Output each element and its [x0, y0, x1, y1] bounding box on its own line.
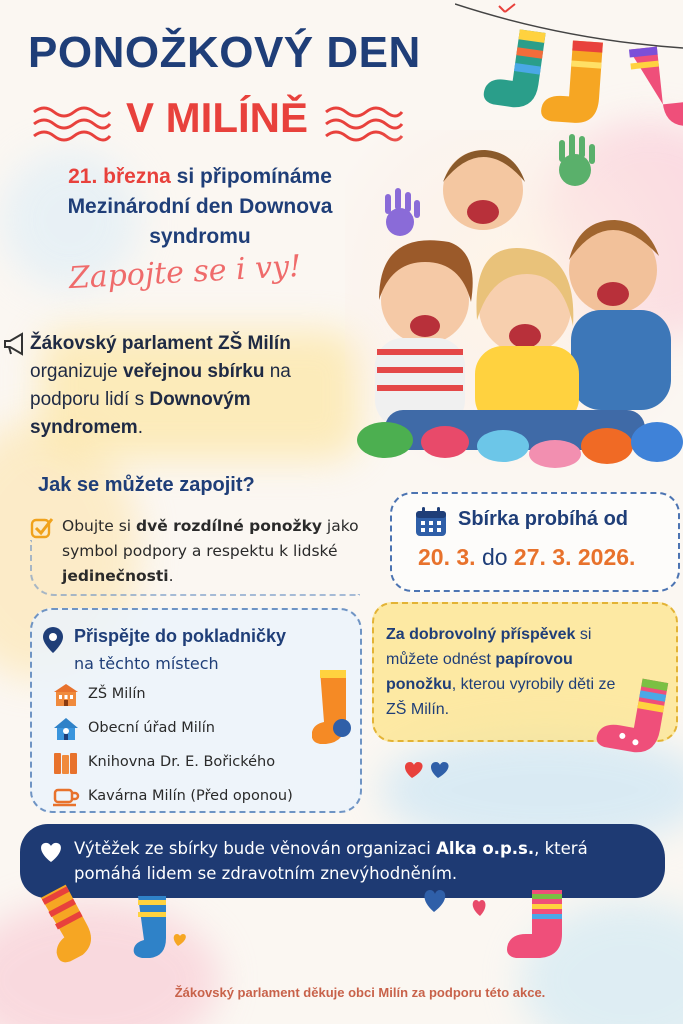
- subtitle-text-2: Mezinárodní den Downova syndromu: [67, 195, 333, 248]
- two-socks-highlight: dvě rozdílné ponožky: [136, 517, 322, 535]
- beneficiary-highlight: Downovým syndromem: [30, 389, 251, 438]
- collection-date-range: [418, 544, 678, 571]
- organizer-text: na podporu lidí s: [30, 361, 291, 410]
- how-text: jako symbol podpory a respektu k lidské: [62, 517, 359, 560]
- wave-decoration-left: [32, 106, 112, 142]
- coffee-cup-icon: [52, 784, 80, 808]
- organizer-paragraph: [30, 330, 350, 442]
- offer-text: si můžete odnést: [386, 626, 592, 668]
- subtitle-date: 21. března: [68, 165, 171, 188]
- collection-highlight: veřejnou sbírku: [122, 361, 265, 382]
- voluntary-highlight: Za dobrovolný příspěvek: [386, 626, 576, 643]
- hearts-decoration: [402, 758, 452, 782]
- orange-sock-illustration: [312, 670, 362, 750]
- organizer-text: .: [137, 417, 143, 438]
- collection-dates-heading: Sbírka probíhá od: [458, 508, 629, 530]
- donation-places-box: [30, 608, 362, 813]
- call-to-action: Zapojte se i vy!: [68, 248, 302, 297]
- place-item: Obecní úřad Milín: [88, 720, 215, 736]
- children-photo-illustration: [345, 130, 683, 470]
- location-pin-icon: [42, 626, 64, 654]
- paper-sock-highlight: papírovou ponožku: [386, 651, 573, 693]
- how-text: .: [168, 567, 174, 585]
- date-connector: do: [481, 544, 508, 570]
- banner-text: , která pomáhá lidem se zdravotním znevýhodněním.: [74, 839, 588, 883]
- footer-thanks: Žákovský parlament děkuje obci Milín za podporu této akce.: [174, 985, 546, 1000]
- donation-places-heading: Přispějte do pokladničky: [74, 626, 287, 646]
- bottom-right-socks-illustration: [420, 886, 580, 966]
- how-text: Obujte si: [62, 517, 137, 535]
- page-title-town: V MILÍNĚ: [125, 94, 308, 141]
- donation-places-subheading: na těchto místech: [74, 654, 219, 673]
- end-date: 27. 3. 2026.: [513, 544, 636, 570]
- town-hall-icon: [52, 716, 80, 742]
- start-date: 20. 3.: [418, 544, 476, 570]
- how-to-join-heading: Jak se můžete zapojit?: [38, 474, 255, 496]
- subtitle-text-1: si připomínáme: [176, 165, 332, 188]
- checkmark-icon: [30, 516, 54, 540]
- striped-sock-illustration: [596, 676, 676, 762]
- library-books-icon: [52, 750, 80, 776]
- offer-text: , kterou vyrobily děti ze ZŠ Milín.: [386, 676, 616, 718]
- calendar-icon: [414, 506, 448, 538]
- event-subtitle: [20, 162, 380, 252]
- collection-dates-box: [390, 492, 680, 592]
- place-item: Knihovna Dr. E. Bořického: [88, 754, 276, 770]
- uniqueness-highlight: jedinečnosti: [62, 567, 169, 585]
- place-item: Kavárna Milín (Před oponou): [88, 788, 293, 804]
- how-to-join-text: [62, 514, 372, 589]
- heart-icon: [38, 840, 64, 864]
- banner-text: Výtěžek ze sbírky bude věnován organizaci: [74, 839, 437, 858]
- organization-name: Alka o.p.s.: [436, 839, 535, 858]
- place-item: ZŠ Milín: [88, 686, 146, 702]
- organizer-text: organizuje: [30, 361, 123, 382]
- megaphone-icon: [2, 332, 28, 356]
- organizer-name: Žákovský parlament ZŠ Milín: [30, 333, 291, 354]
- bottom-left-socks-illustration: [28, 866, 188, 966]
- page-title: PONOŽKOVÝ DEN: [28, 28, 421, 77]
- school-icon: [52, 682, 80, 708]
